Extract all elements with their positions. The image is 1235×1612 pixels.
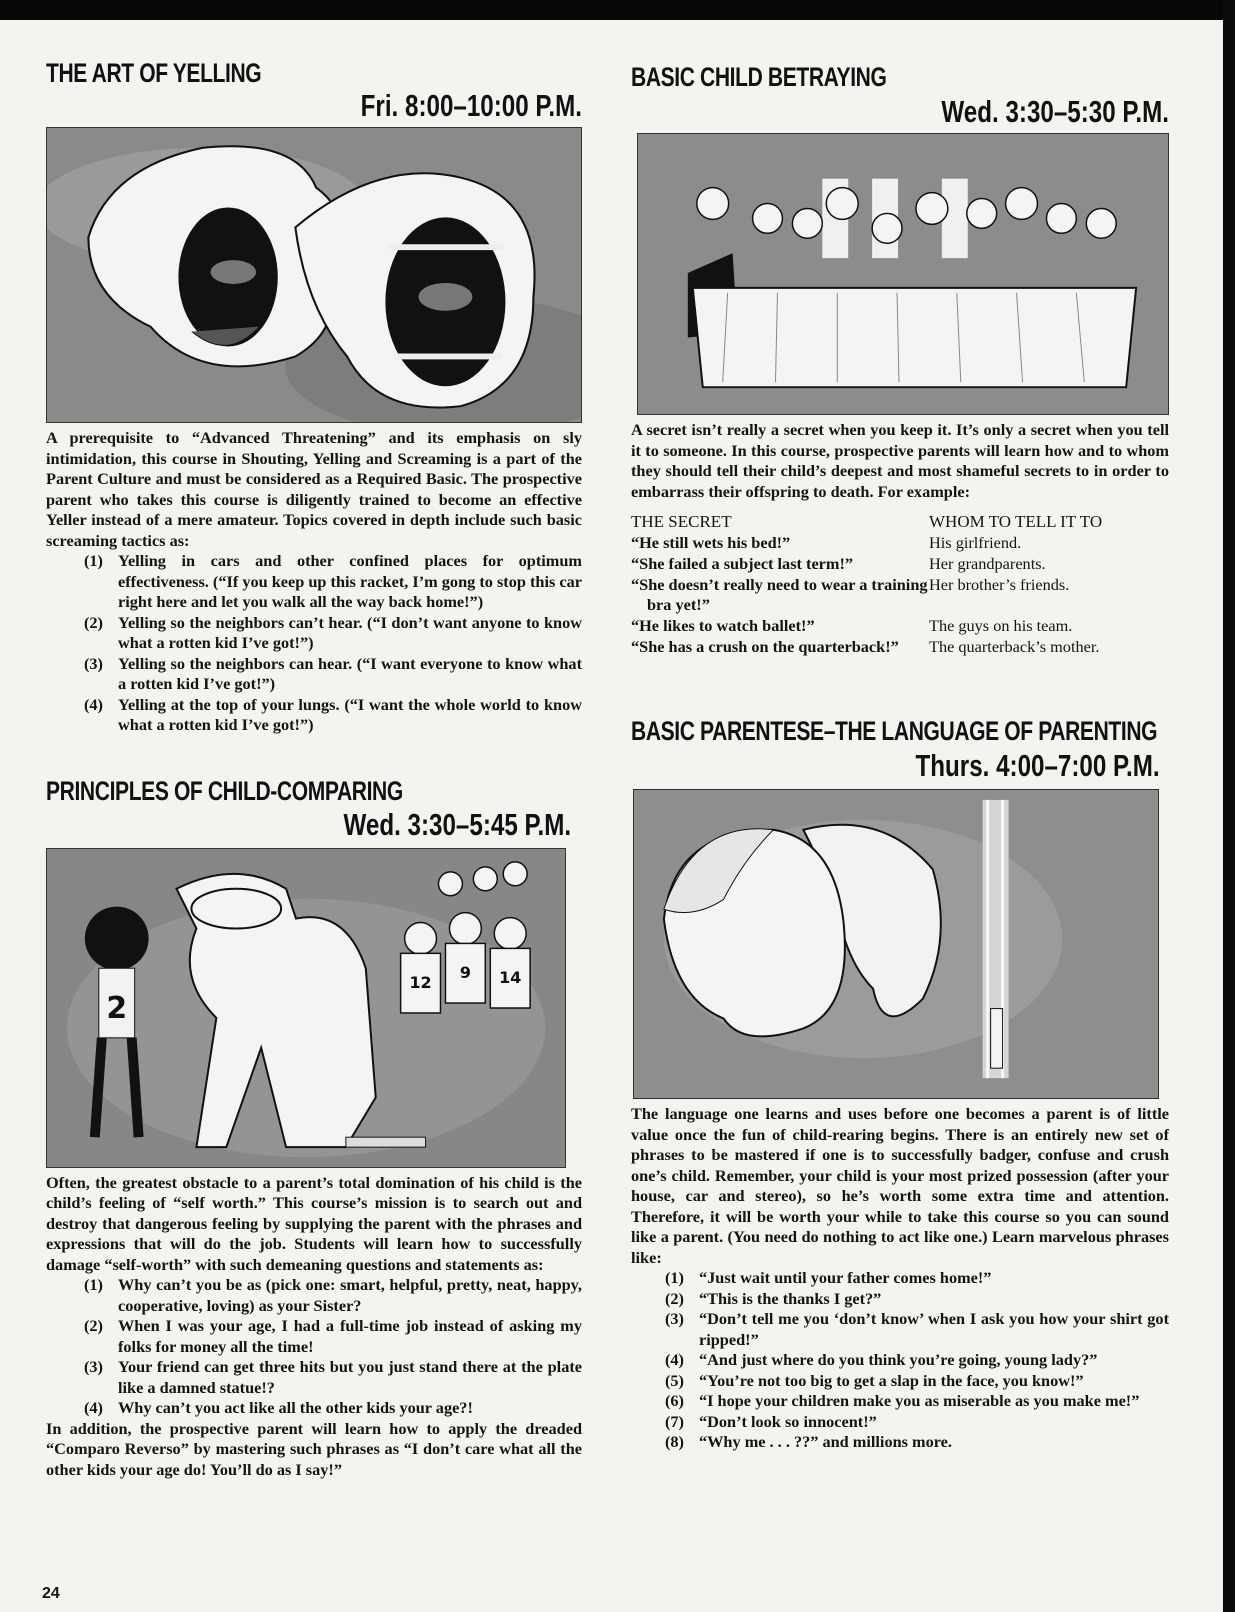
whom-cell: The guys on his team. (929, 616, 1073, 635)
list-item (627, 1289, 1169, 1310)
list-item (46, 654, 582, 695)
list-text: Why can’t you act like all the other kids your age?! (118, 1398, 473, 1417)
list-item (46, 695, 582, 736)
right-column (631, 62, 1169, 1453)
list-item (46, 613, 582, 654)
list-number: (3) (665, 1309, 684, 1328)
list-number: (2) (84, 1316, 103, 1335)
section-title: BASIC CHILD BETRAYING (631, 62, 887, 92)
list-item (46, 1275, 582, 1316)
list-text: Yelling in cars and other confined places for optimum effectiveness. (“If you keep up this racket, I’m gong to stop this car right here and let you walk all the way back home!”) (118, 551, 582, 611)
table-header-row (631, 512, 1169, 533)
illustration-parents-faces (633, 789, 1159, 1099)
secret-cell: “She failed a subject last term!” (631, 554, 854, 573)
section-body: Often, the greatest obstacle to a parent’s total domination of his child is the child’s feeling of “self worth.” This course’s mission is to search out and destroy that dangerous feeling by supplying the parent with the phrases and expressions that will do the job. Students will learn how to successfully damage “self-worth” with such demeaning questions and statements as: (46, 1172, 582, 1274)
list-number: (4) (84, 1398, 103, 1417)
list-text: When I was your age, I had a full-time job instead of asking my folks for money all the time! (118, 1316, 582, 1356)
svg-text:12: 12 (409, 972, 432, 992)
parentese-phrases-list (627, 1268, 1169, 1453)
list-item (627, 1432, 1169, 1453)
section-time: Wed. 3:30–5:30 P.M. (941, 94, 1169, 129)
list-item (46, 551, 582, 613)
svg-text:14: 14 (499, 967, 522, 987)
list-item (627, 1391, 1169, 1412)
section-child-betraying (631, 62, 1169, 658)
list-number: (2) (84, 612, 103, 632)
section-body: The language one learns and uses before one becomes a parent is of little value once the fun of child-rearing begins. There is an entirely new set of phrases to be mastered if one is to successfully badger, confuse and crush one’s child. Remember, your child is your most prized possession (after your house, car and stereo), so he’s worth some extra time and attention. Therefore, it will be worth your while to take this course so you can sound like a parent. (You need do nothing to act like one.) Learn marvelous phrases like: (631, 1104, 1169, 1267)
secret-cell: “He still wets his bed!” (631, 533, 791, 552)
list-text: Why can’t you be as (pick one: smart, helpful, pretty, neat, happy, cooperative, loving) as your Sister? (118, 1275, 582, 1315)
list-text: “Don’t tell me you ‘don’t know’ when I ask you how your shirt got ripped!” (699, 1309, 1169, 1349)
section-time: Wed. 3:30–5:45 P.M. (343, 806, 572, 842)
list-item (627, 1309, 1169, 1350)
section-body: A prerequisite to “Advanced Threatening” and its emphasis on sly intimidation, this course in Shouting, Yelling and Screaming is a part of the Parent Culture and must be considered as a Required Basic. The prospective parent who takes this course is diligently trained to become an effective Yeller instead of a mere amateur. Topics covered in depth include such basic screaming tactics as: (46, 428, 582, 550)
secret-cell: “She doesn’t really need to wear a training bra yet!” (631, 575, 928, 614)
section-art-of-yelling (46, 58, 582, 736)
list-number: (8) (665, 1432, 684, 1451)
table-row (631, 554, 1169, 575)
list-number: (7) (665, 1411, 684, 1431)
whom-cell: Her brother’s friends. (929, 575, 1070, 594)
list-text: “Why me . . . ??” and millions more. (699, 1432, 952, 1451)
section-closing: In addition, the prospective parent will learn how to apply the dreaded “Comparo Reverso” by mastering such phrases as “I don’t care what all the other kids your age do! You’ll do as I say!” (46, 1418, 582, 1479)
page-number: 24 (42, 1585, 60, 1602)
header-whom-to-tell: WHOM TO TELL IT TO (929, 512, 1103, 531)
tactics-list (46, 551, 582, 736)
top-black-border (0, 0, 1235, 20)
svg-text:2: 2 (106, 990, 128, 1026)
list-item (627, 1412, 1169, 1433)
table-row (631, 637, 1169, 658)
secrets-table (631, 512, 1169, 658)
section-basic-parentese (631, 716, 1169, 1453)
whom-cell: The quarterback’s mother. (929, 637, 1100, 656)
illustration-coach-scolding (46, 848, 566, 1168)
list-item (46, 1398, 582, 1419)
list-item (46, 1357, 582, 1398)
section-time: Thurs. 4:00–7:00 P.M. (915, 748, 1160, 783)
list-text: “Just wait until your father comes home!” (699, 1268, 992, 1287)
list-number: (5) (665, 1370, 684, 1390)
list-number: (2) (665, 1288, 684, 1308)
illustration-screaming-faces (46, 127, 582, 423)
left-column (46, 58, 582, 1480)
secret-cell: “He likes to watch ballet!” (631, 616, 815, 635)
list-number: (1) (84, 551, 103, 570)
whom-cell: His girlfriend. (929, 533, 1022, 552)
list-item (627, 1371, 1169, 1392)
list-text: Yelling at the top of your lungs. (“I want the whole world to know what a rotten kid I’ve got!”) (118, 694, 582, 734)
list-number: (4) (665, 1350, 684, 1369)
list-number: (3) (84, 653, 103, 673)
demeaning-phrases-list (46, 1275, 582, 1419)
list-number: (4) (84, 694, 103, 714)
section-title: THE ART OF YELLING (46, 58, 262, 88)
section-body: A secret isn’t really a secret when you keep it. It’s only a secret when you tell it to someone. In this course, prospective parents will learn how and to whom they should tell their child’s deepest and most shameful secrets to in order to embarrass their offspring to death. For example: (631, 420, 1169, 501)
list-text: “This is the thanks I get?” (699, 1288, 882, 1308)
section-title: BASIC PARENTESE–THE LANGUAGE OF PARENTING (631, 716, 1158, 746)
section-time: Fri. 8:00–10:00 P.M. (360, 88, 582, 123)
list-text: Your friend can get three hits but you just stand there at the plate like a damned statue!? (118, 1357, 582, 1397)
list-text: “I hope your children make you as miserable as you make me!” (699, 1391, 1140, 1410)
list-text: Yelling so the neighbors can hear. (“I want everyone to know what a rotten kid I’ve got!”) (118, 653, 582, 693)
illustration-dinner-table (637, 133, 1169, 415)
svg-text:9: 9 (459, 962, 471, 982)
table-row (631, 616, 1169, 637)
list-number: (1) (665, 1268, 684, 1287)
header-the-secret: THE SECRET (631, 512, 732, 531)
list-text: “And just where do you think you’re going, young lady?” (699, 1350, 1098, 1369)
secret-cell: “She has a crush on the quarterback!” (631, 637, 899, 656)
section-child-comparing (46, 776, 582, 1481)
list-number: (1) (84, 1275, 103, 1294)
list-text: “You’re not too big to get a slap in the face, you know!” (699, 1370, 1084, 1390)
list-text: “Don’t look so innocent!” (699, 1411, 877, 1431)
list-text: Yelling so the neighbors can’t hear. (“I don’t want anyone to know what a rotten kid I’ve got!”) (118, 612, 582, 652)
list-item (627, 1268, 1169, 1289)
right-black-border (1223, 0, 1235, 1612)
table-row (631, 575, 1169, 616)
whom-cell: Her grandparents. (929, 554, 1046, 573)
section-title: PRINCIPLES OF CHILD-COMPARING (46, 775, 403, 806)
list-number: (6) (665, 1391, 684, 1410)
list-item (627, 1350, 1169, 1371)
list-item (46, 1316, 582, 1357)
list-number: (3) (84, 1357, 103, 1376)
table-row (631, 533, 1169, 554)
